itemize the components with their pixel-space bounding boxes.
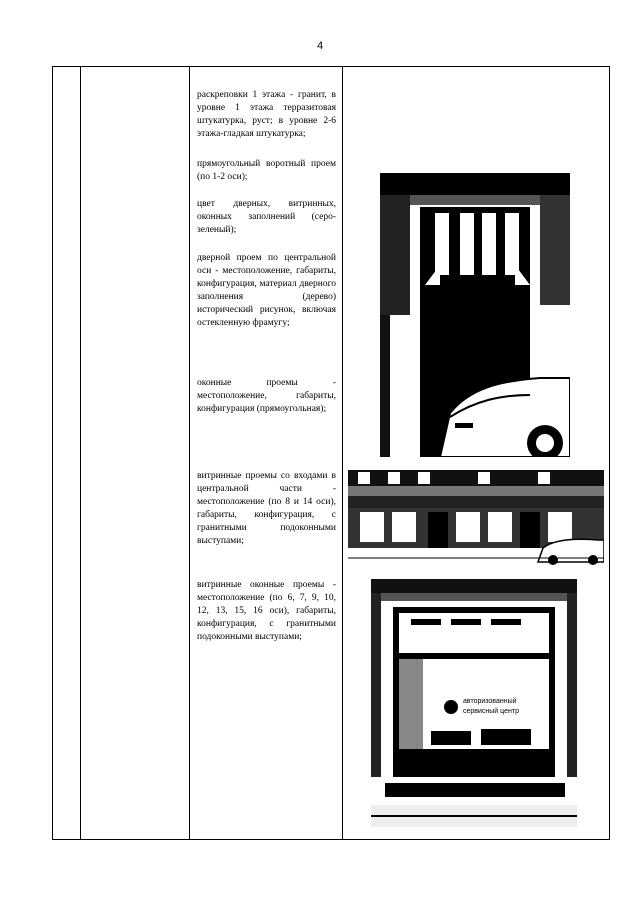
page-number: 4: [316, 40, 324, 52]
sign-line-1: авторизованный: [463, 698, 517, 705]
column-divider: [342, 67, 343, 839]
paragraph-door-opening: дверной проем по центральной оси - местоположение, габариты, конфигурация, материал дверного заполнения (дерево) исторический рисунок, включая остекленную фрамугу;: [197, 253, 336, 328]
paragraph-gate-opening: прямоугольный воротный проем (по 1-2 оси);: [197, 159, 336, 182]
paragraph-fill-color: цвет дверных, витринных, оконных заполнений (серо-зеленый);: [197, 199, 336, 235]
paragraph-shop-window-entrances: витринные проемы со входами в центральной части - местоположение (по 8 и 14 оси), габариты, конфигурация, с гранитными подоконными выступами;: [197, 471, 336, 546]
paragraph-shop-windows: витринные оконные проемы - местоположение (по 6, 7, 9, 10, 12, 13, 15, 16 оси), габариты, конфигурация, с гранитными подоконными выступами;: [197, 580, 336, 642]
photo-storefront: [348, 470, 604, 565]
column-divider: [189, 67, 190, 839]
column-divider: [80, 67, 81, 839]
photo-doorway: [380, 173, 570, 457]
paragraph-window-openings: оконные проемы - местоположение, габариты, конфигурация (прямоугольная);: [197, 378, 336, 414]
photo-shop-window: [371, 579, 577, 827]
sign-line-2: сервисный центр: [463, 708, 519, 715]
heritage-table: [52, 66, 610, 840]
paragraph-facade-finish: раскреповки 1 этажа - гранит, в уровне 1 этажа терразитовая штукатурка, руст; в уровне 2-6 этажа-гладкая штукатурка;: [197, 90, 336, 139]
